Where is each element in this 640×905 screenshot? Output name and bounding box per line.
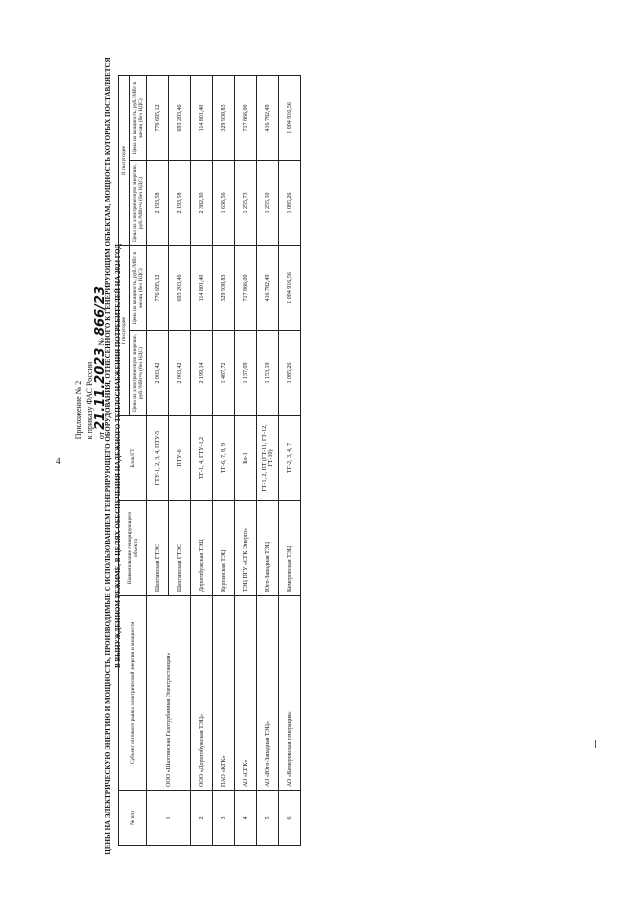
col-energy-1: Цена на электрическую энергию, руб./МВт•ч (без НДС): [130, 331, 147, 416]
row-energy-1: 2 003,42: [147, 331, 169, 416]
row-power-2: 717 866,00: [235, 76, 257, 161]
handwritten-number: 866/23: [93, 286, 108, 336]
row-energy-1: 1 487,72: [213, 331, 235, 416]
row-block: ТГ-1, 4, ГТУ-1,2: [191, 416, 213, 501]
row-block: Бл-1: [235, 416, 257, 501]
row-energy-2: 1 255,73: [235, 161, 257, 246]
col-power-2: Цена на мощность, руб./МВт в месяц (без НДС): [130, 76, 147, 161]
row-energy-1: 2 199,14: [191, 331, 213, 416]
row-energy-2: 1 255,10: [257, 161, 279, 246]
row-power-1: 776 695,12: [147, 246, 169, 331]
row-energy-2: 2 382,30: [191, 161, 213, 246]
table-row: [191, 76, 213, 846]
row-object: Юго-Западная ТЭЦ: [257, 501, 279, 596]
col-subject: Субъект оптового рынка электрической энергии и мощности: [119, 596, 147, 791]
row-energy-2: 2 193,58: [147, 161, 169, 246]
row-energy-2: 2 193,58: [169, 161, 191, 246]
row-num: 3: [213, 791, 235, 846]
row-power-1: 1 004 916,56: [279, 246, 301, 331]
row-subject: ПАО «КГК»: [213, 596, 235, 791]
col-half2: II полугодие: [119, 76, 130, 246]
row-block: ГТУ-1, 2, 3, 4, ПТУ-5: [147, 416, 169, 501]
row-object: Кемеровская ТЭЦ: [279, 501, 301, 596]
row-block: ТГ-6, 7, 8, 9: [213, 416, 235, 501]
row-object: Курганская ТЭЦ: [213, 501, 235, 596]
row-num: 6: [279, 791, 301, 846]
col-block: Блок/ГТ: [119, 416, 147, 501]
row-power-1: 114 801,40: [191, 246, 213, 331]
table-row: [279, 76, 301, 846]
row-energy-1: 1 153,19: [257, 331, 279, 416]
row-energy-1: 1 085,26: [279, 331, 301, 416]
rotated-document: [73, 46, 633, 866]
row-num: 2: [191, 791, 213, 846]
row-subject: ООО «Шахтинская Газотурбинная Электростанция»: [147, 596, 191, 791]
row-power-1: 717 866,00: [235, 246, 257, 331]
header-row-1: [119, 76, 130, 846]
row-power-2: 693 203,46: [169, 76, 191, 161]
row-power-1: 329 938,83: [213, 246, 235, 331]
row-power-1: 416 782,49: [257, 246, 279, 331]
row-object: Шахтинская ГТЭС: [169, 501, 191, 596]
number-prefix: №: [97, 337, 106, 346]
row-subject: АО «Кемеровская генерация»: [279, 596, 301, 791]
handwritten-date: 21.11.2023: [93, 347, 108, 430]
row-energy-2: 1 085,26: [279, 161, 301, 246]
prices-table: [118, 75, 301, 846]
row-power-2: 114 801,40: [191, 76, 213, 161]
row-object: Дорогобужская ТЭЦ: [191, 501, 213, 596]
row-subject: ООО «Дорогобужская ТЭЦ»: [191, 596, 213, 791]
row-power-2: 1 004 916,56: [279, 76, 301, 161]
appendix-order: к приказу ФАС России: [85, 361, 94, 440]
row-num: 4: [235, 791, 257, 846]
table-row: [235, 76, 257, 846]
row-subject: АО «СГК»: [235, 596, 257, 791]
row-energy-2: 1 636,56: [213, 161, 235, 246]
table-row: [147, 76, 169, 846]
row-block: ГТ-1, 2, ПТ (ГТ-11, ГТ-12, ГТ-10): [257, 416, 279, 501]
row-power-2: 776 695,12: [147, 76, 169, 161]
document-title: ЦЕНЫ НА ЭЛЕКТРИЧЕСКУЮ ЭНЕРГИЮ И МОЩНОСТЬ, ПРОИЗВОДИМЫЕ С ИСПОЛЬЗОВАНИЕМ ГЕНЕРИРУЮЩЕГО ОБОРУДОВАНИЯ, ОТНЕСЕННОГО К ГЕНЕРИРУЮЩИМ ОБЪЕКТАМ, МОЩНОСТЬ КОТОРЫХ ПОСТАВЛЯЕТСЯ В ВЫНУЖДЕННОМ РЕЖИМЕ, В ЦЕЛЯХ ОБЕСПЕЧЕНИЯ НАДЕЖНОГО ТЕПЛОСНАБЖЕНИЯ ПОТРЕБИТЕЛЕЙ НА 2024 ГОД: [104, 57, 122, 855]
col-energy-2: Цена на электрическую энергию, руб./МВт•ч (без НДС): [130, 161, 147, 246]
col-half1: I полугодие: [119, 246, 130, 416]
col-power-1: Цена на мощность, руб./МВт в месяц (без НДС): [130, 246, 147, 331]
row-num: 1: [147, 791, 191, 846]
appendix-label: Приложение № 2: [74, 380, 83, 440]
row-power-1: 693 203,46: [169, 246, 191, 331]
row-energy-1: 2 003,42: [169, 331, 191, 416]
row-power-2: 329 938,83: [213, 76, 235, 161]
page-number: 4: [56, 456, 61, 466]
table-row: [213, 76, 235, 846]
table-row: [257, 76, 279, 846]
row-energy-1: 1 137,09: [235, 331, 257, 416]
col-object: Наименование генерирующего объекта: [119, 501, 147, 596]
row-num: 5: [257, 791, 279, 846]
row-object: ТЭЦ ПГУ «СГК Энерго»: [235, 501, 257, 596]
row-object: Шахтинская ГТЭС: [147, 501, 169, 596]
date-prefix: от: [97, 431, 106, 440]
row-power-2: 416 782,49: [257, 76, 279, 161]
col-num: № п/п: [119, 791, 147, 846]
appendix-header: [73, 286, 107, 439]
row-block: ТГ-2, 3, 4, 7: [279, 416, 301, 501]
row-subject: АО «Юго-Западная ТЭЦ»: [257, 596, 279, 791]
row-block: ПТУ-6: [169, 416, 191, 501]
